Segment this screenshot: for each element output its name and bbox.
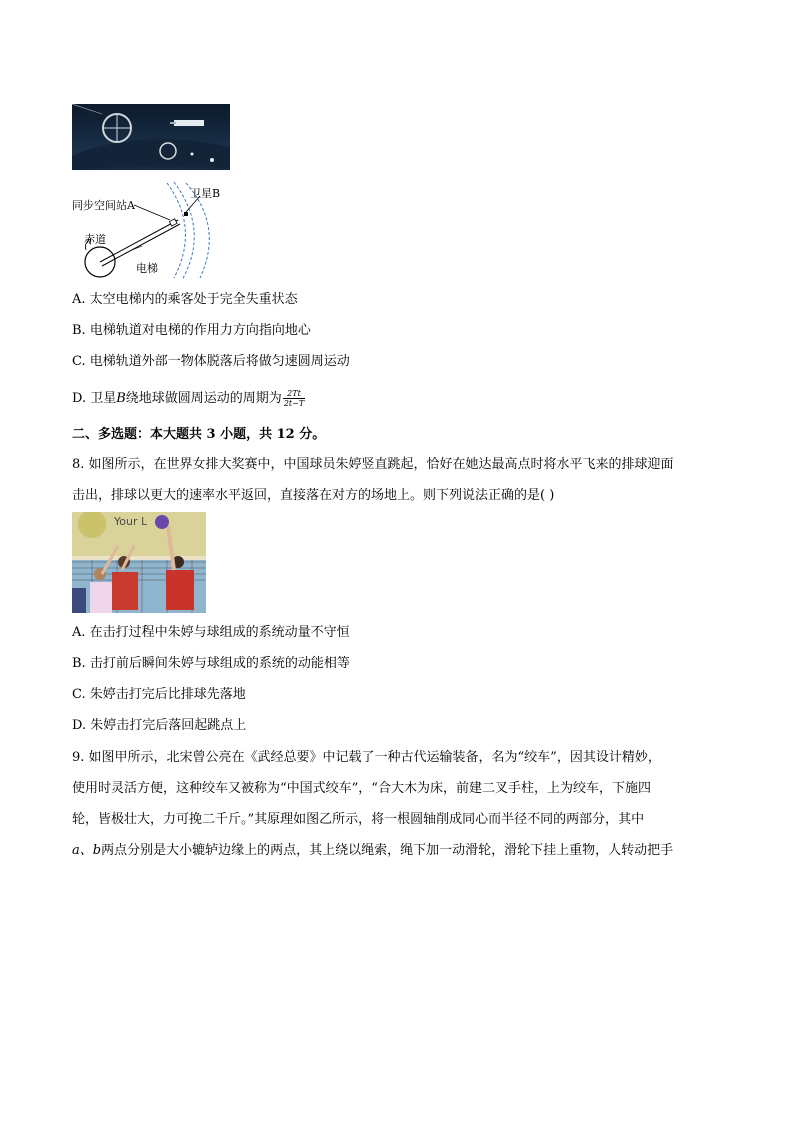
period-fraction: $\frac{2Tt}{2t-T}$: [283, 389, 305, 408]
q9-stem-line4: a、b两点分别是大小辘轳边缘上的两点，其上绕以绳索，绳下加一动滑轮，滑轮下挂上重物，人转动把手: [72, 843, 674, 858]
q7-option-a: A. 太空电梯内的乘客处于完全失重状态: [72, 292, 298, 307]
label-satellite-b: 卫星B: [190, 187, 221, 200]
q9-stem-line2: 使用时灵活方便，这种绞车又被称为“中国式绞车”，“合大木为床，前建二叉手柱，上为绞车，下施四: [72, 781, 651, 796]
label-station-a: 同步空间站A: [72, 199, 135, 212]
q8-option-c: C. 朱婷击打完后比排球先落地: [72, 687, 246, 702]
label-equator: 赤道: [84, 233, 106, 246]
q8-stem-line2: 击出，排球以更大的速率水平返回，直接落在对方的场地上。则下列说法正确的是( ): [72, 488, 555, 503]
section-heading: 二、多选题：本大题共 3 小题，共 12 分。: [72, 427, 326, 442]
q9-stem-line3: 轮，皆极壮大，力可挽二千斤。”其原理如图乙所示，将一根圆轴削成同心而半径不同的两部分，其中: [72, 812, 645, 827]
q7-option-c: C. 电梯轨道外部一物体脱落后将做匀速圆周运动: [72, 354, 350, 369]
q8-option-b: B. 击打前后瞬间朱婷与球组成的系统的动能相等: [72, 656, 350, 671]
q8-option-a: A. 在击打过程中朱婷与球组成的系统动量不守恒: [72, 625, 350, 640]
q8-option-d: D. 朱婷击打完后落回起跳点上: [72, 718, 247, 733]
volleyball-photo: [72, 512, 206, 613]
label-elevator: 电梯: [136, 262, 158, 275]
q7-option-b: B. 电梯轨道对电梯的作用力方向指向地心: [72, 323, 311, 338]
q8-stem-line1: 8. 如图所示，在世界女排大奖赛中，中国球员朱婷竖直跳起，恰好在她达最高点时将水平飞来的排球迎面: [72, 457, 674, 472]
q9-stem-line1: 9. 如图甲所示，北宋曾公亮在《武经总要》中记载了一种古代运输装备，名为“绞车”，因其设计精妙，: [72, 750, 661, 765]
photo-banner-text: Your L: [114, 515, 148, 528]
space-station-photo: [72, 104, 230, 170]
space-elevator-diagram: [72, 180, 242, 280]
q7-option-d: D. 卫星B绕地球做圆周运动的周期为 $\frac{2Tt}{2t-T}$: [72, 389, 305, 408]
